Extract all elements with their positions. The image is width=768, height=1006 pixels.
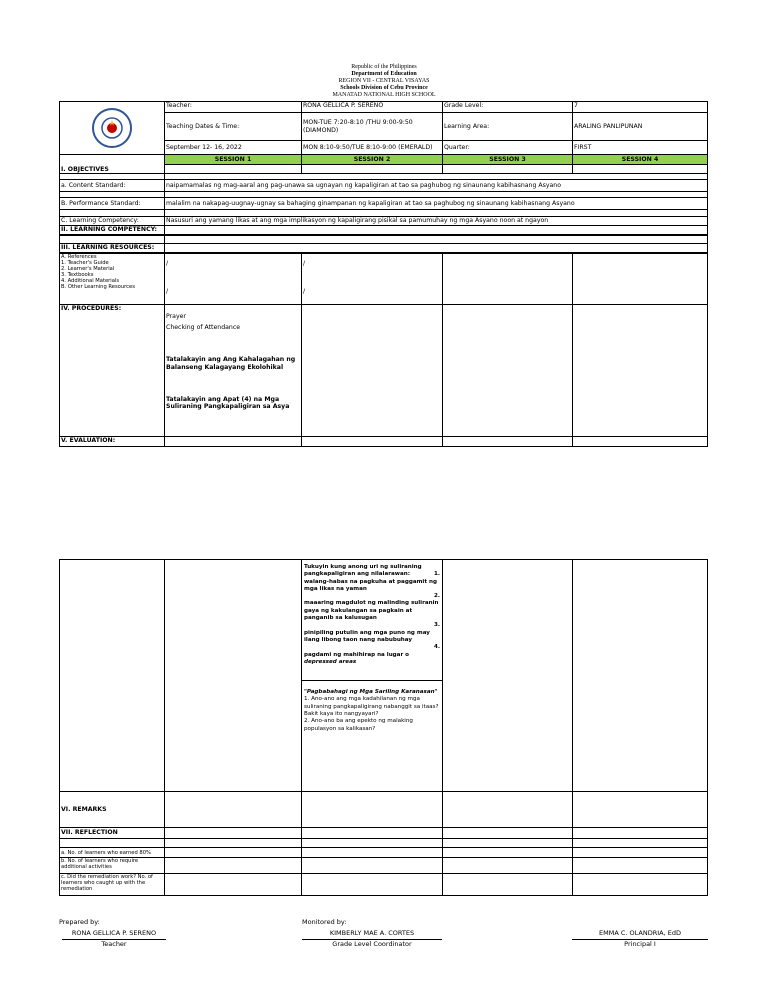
content-standard-value: naipamamalas ng mag-aaral ang pag-unawa sa ugnayan ng kapaligiran at tao sa paghubog ng sinaunang kabihasnang Asyano <box>165 180 708 192</box>
activity-1-intro: Tukuyin kung anong uri ng suliraning pangkapaligiran ang nilalarawan: <box>304 564 422 578</box>
reflection-c: c. Did the remediation work? No. of learners who caught up with the remediation <box>60 874 165 896</box>
dll-table-bottom <box>59 559 708 896</box>
activity-1-item: pinipiling putulin ang mga puno ng may ilang libong taon nang nabubuhay <box>304 629 430 643</box>
performance-standard-label: B. Performance Standard: <box>60 198 165 210</box>
topic-2-text: Tatalakayin ang Apat (4) na Mga Suliraning Pangkapaligiran sa Asya <box>166 395 290 411</box>
monitored-role: Grade Level Coordinator <box>332 940 412 948</box>
monitored-by-label: Monitored by: <box>302 918 347 926</box>
session-1-header: SESSION 1 <box>165 155 302 165</box>
quarter-label: Quarter: <box>443 141 573 155</box>
dates-value: September 12- 16, 2022 <box>165 141 302 155</box>
resource-mark: / <box>303 259 306 267</box>
resources-item: A. References <box>61 253 97 260</box>
teacher-value: RONA GELLICA P. SERENO <box>302 102 443 113</box>
competency-label: C. Learning Competency: <box>60 217 165 226</box>
resource-mark: / <box>303 287 306 295</box>
activity-1-item: maaaring magdulot ng malinding suliranin gaya ng kakulangan sa pagkain at panganib sa kalusugan <box>304 600 439 622</box>
activity-1-item: pagdami ng mahihirap na lugar o <box>304 651 410 658</box>
session-3-header: SESSION 3 <box>443 155 573 165</box>
resource-mark: / <box>166 287 169 295</box>
activity-1-item: walang-habas na pagkuha at paggamit ng mga likas na yaman <box>304 578 437 592</box>
activity-2-question: 2. Ano-ano ba ang epekto ng malaking populasyon sa kalikasan? <box>304 718 413 732</box>
topic-1-text: Tatalakayin ang Ang Kahalagahan ng Balanseng Kalagayang Ekolohikal <box>166 356 296 371</box>
header-deped: Department of Education <box>351 71 417 77</box>
performance-standard-value: malalim na nakapag-uugnay-ugnay sa bahaging ginampanan ng kapaligiran at tao sa paghubog ng sinaunang kabihasnang Asyano <box>165 198 708 210</box>
session-4-header: SESSION 4 <box>573 155 708 165</box>
resources-heading: III. LEARNING RESOURCES: <box>60 244 165 253</box>
area-value: ARALING PANLIPUNAN <box>573 113 708 141</box>
competency-value: Nasusuri ang yamang likas at ang mga implikasyon ng kapaligirang pisikal sa pamumuhay ng mga Asyano noon at ngayon <box>165 217 708 226</box>
prayer-text: Prayer <box>166 313 186 320</box>
header-school: MANATAD NATIONAL HIGH SCHOOL <box>332 92 436 98</box>
attendance-text: Checking of Attendance <box>166 324 241 332</box>
evaluation-activities <box>302 560 443 792</box>
reflection-b: b. No. of learners who require additional activities <box>60 858 165 874</box>
evaluation-heading: V. EVALUATION: <box>60 437 165 447</box>
resources-item: 1. Teacher's Guide <box>61 259 109 266</box>
dates-label: Teaching Dates & Time: <box>165 113 302 141</box>
reflection-heading: VII. REFLECTION <box>60 828 165 839</box>
reflection-a: a. No. of learners who earned 80% <box>60 848 165 858</box>
quarter-value: FIRST <box>573 141 708 155</box>
resource-mark: / <box>166 259 169 267</box>
activity-1-num: 4. <box>433 644 440 651</box>
resources-session-1 <box>165 253 302 305</box>
resources-item: 4. Additional Materials <box>61 277 120 284</box>
activity-1-num: 3. <box>433 622 440 629</box>
grade-label: Grade Level: <box>443 102 573 113</box>
deped-seal-icon <box>92 108 132 148</box>
time-value-2: MON 8:10-9:50/TUE 8:10-9:00 (EMERALD) <box>302 141 443 155</box>
resources-item: B. Other Learning Resources <box>61 283 135 290</box>
activity-1-num: 2. <box>433 593 440 600</box>
prepared-by-label: Prepared by: <box>59 918 100 926</box>
header-region: REGION VII - CENTRAL VISAYAS <box>338 78 430 84</box>
resources-item: 3. Textbooks <box>61 271 94 278</box>
activity-2-question: 1. Ano-ano ang mga kadahilanan ng mga suliraning pangkapaligirang nabanggit sa itaas? Bakit kaya ito nangyayari? <box>304 696 439 718</box>
school-header <box>0 64 768 99</box>
procedures-session-1 <box>165 305 302 437</box>
remarks-heading: VI. REMARKS <box>60 792 165 828</box>
activity-1-num: 1. <box>433 571 440 578</box>
activity-2 <box>302 680 442 733</box>
header-division: Schools Division of Cebu Province <box>340 85 428 91</box>
monitored-name: KIMBERLY MAE A. CORTES <box>329 929 415 937</box>
activity-1 <box>304 564 440 666</box>
prepared-role: Teacher <box>101 940 127 948</box>
content-standard-label: a. Content Standard: <box>60 180 165 192</box>
resources-item: 2. Learner's Material <box>61 265 115 272</box>
principal-role: Principal I <box>624 940 656 948</box>
teacher-label: Teacher: <box>165 102 302 113</box>
header-republic: Republic of the Philippines <box>351 64 417 70</box>
activity-2-title: "Pagbabahagi ng Mga Sariling Karanasan" <box>304 689 438 696</box>
logo-cell <box>60 102 165 155</box>
resources-session-2 <box>302 253 443 305</box>
resources-list <box>60 253 165 305</box>
session-2-header: SESSION 2 <box>302 155 443 165</box>
grade-value: 7 <box>573 102 708 113</box>
activity-1-item-italic: depressed areas <box>304 658 357 665</box>
principal-name: EMMA C. OLANDRIA, EdD <box>599 929 681 937</box>
learning-competency-heading: II. LEARNING COMPETENCY: <box>60 226 165 235</box>
prepared-name: RONA GELLICA P. SERENO <box>71 929 157 937</box>
objectives-heading: I. OBJECTIVES <box>60 155 165 174</box>
dll-table-top <box>59 101 708 447</box>
time-value: MON-TUE 7:20-8:10 /THU 9:00-9:50 (DIAMOND) <box>302 113 443 141</box>
procedures-heading: IV. PROCEDURES: <box>60 305 165 437</box>
area-label: Learning Area: <box>443 113 573 141</box>
